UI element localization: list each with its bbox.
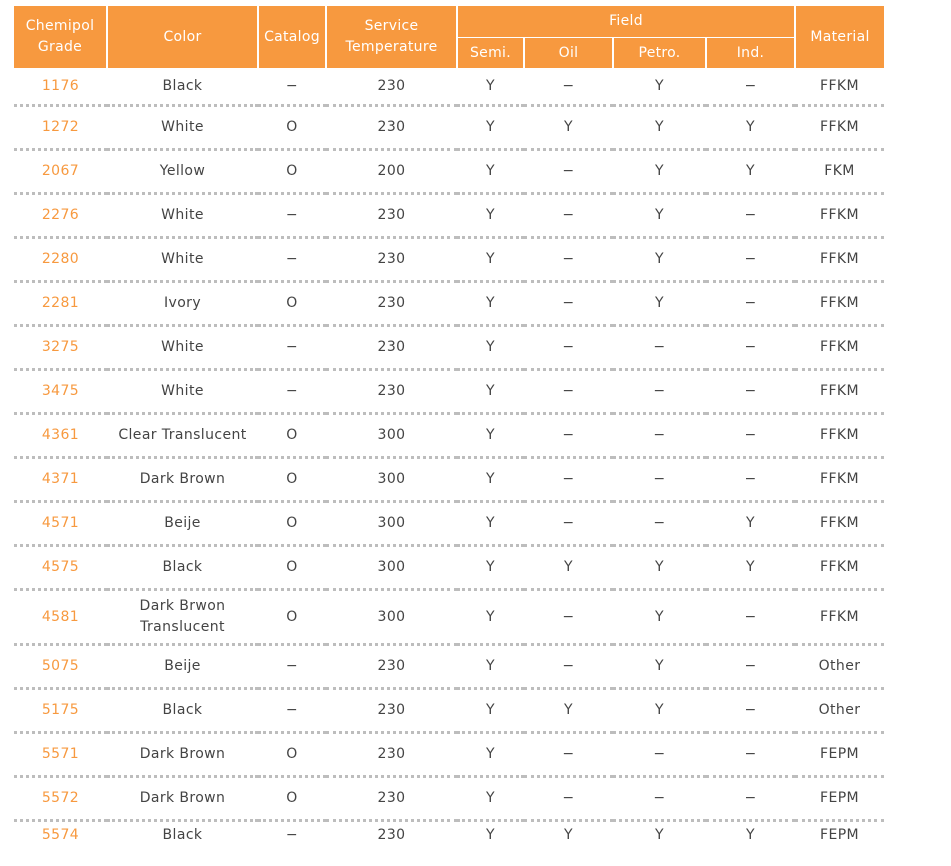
cell-grade: 5572 bbox=[14, 777, 107, 821]
cell-ind: − bbox=[706, 282, 795, 326]
cell-semi: Y bbox=[457, 150, 524, 194]
cell-color: Black bbox=[107, 689, 258, 733]
cell-ind: − bbox=[706, 645, 795, 689]
table-row bbox=[14, 150, 884, 194]
table-row bbox=[14, 590, 884, 645]
cell-catalog: O bbox=[258, 590, 326, 645]
cell-petro: − bbox=[613, 326, 706, 370]
cell-grade: 2276 bbox=[14, 194, 107, 238]
cell-petro: Y bbox=[613, 194, 706, 238]
cell-oil: − bbox=[524, 458, 613, 502]
cell-material: FEPM bbox=[820, 827, 860, 843]
cell-petro: Y bbox=[613, 68, 706, 106]
cell-oil: − bbox=[524, 68, 613, 106]
header-ind: Ind. bbox=[706, 38, 795, 69]
cell-oil: − bbox=[524, 150, 613, 194]
cell-grade: 4361 bbox=[14, 414, 107, 458]
cell-material: FFKM bbox=[795, 414, 884, 458]
cell-grade: 2281 bbox=[14, 282, 107, 326]
cell-petro: − bbox=[613, 458, 706, 502]
cell-ind: Y bbox=[706, 106, 795, 150]
cell-ind: − bbox=[706, 458, 795, 502]
table-row bbox=[14, 282, 884, 326]
cell-ind: − bbox=[706, 370, 795, 414]
cell-catalog: − bbox=[258, 370, 326, 414]
cell-ind: − bbox=[706, 238, 795, 282]
cell-grade: 2280 bbox=[14, 238, 107, 282]
cell-petro: Y bbox=[613, 689, 706, 733]
cell-oil: Y bbox=[564, 827, 573, 843]
cell-catalog: O bbox=[258, 106, 326, 150]
cell-grade: 4575 bbox=[14, 546, 107, 590]
cell-oil: − bbox=[524, 733, 613, 777]
cell-grade: 5175 bbox=[14, 689, 107, 733]
cell-temp: 200 bbox=[326, 150, 457, 194]
cell-material: FFKM bbox=[795, 68, 884, 106]
cell-oil: Y bbox=[524, 106, 613, 150]
cell-catalog: O bbox=[258, 150, 326, 194]
cell-color: White bbox=[107, 326, 258, 370]
cell-semi: Y bbox=[457, 645, 524, 689]
cell-material: FFKM bbox=[795, 458, 884, 502]
cell-temp: 230 bbox=[326, 777, 457, 821]
cell-material: FEPM bbox=[795, 733, 884, 777]
cell-material: Other bbox=[795, 689, 884, 733]
table-row bbox=[14, 502, 884, 546]
table-row bbox=[14, 689, 884, 733]
cell-catalog: O bbox=[258, 546, 326, 590]
cell-temp: 300 bbox=[326, 590, 457, 645]
cell-oil: − bbox=[524, 414, 613, 458]
cell-material: FFKM bbox=[795, 590, 884, 645]
cell-oil: − bbox=[524, 645, 613, 689]
cell-semi: Y bbox=[457, 546, 524, 590]
cell-temp: 300 bbox=[326, 502, 457, 546]
cell-color: Clear Translucent bbox=[107, 414, 258, 458]
cell-temp: 230 bbox=[326, 326, 457, 370]
cell-catalog: O bbox=[258, 777, 326, 821]
header-material: Material bbox=[795, 6, 884, 68]
cell-temp: 300 bbox=[326, 458, 457, 502]
cell-temp: 300 bbox=[326, 414, 457, 458]
cell-color: White bbox=[107, 194, 258, 238]
cell-petro: − bbox=[613, 502, 706, 546]
cell-petro: Y bbox=[655, 827, 664, 843]
table-row bbox=[14, 414, 884, 458]
cell-grade: 5571 bbox=[14, 733, 107, 777]
cell-semi: Y bbox=[457, 414, 524, 458]
cell-color: Ivory bbox=[107, 282, 258, 326]
cell-oil: − bbox=[524, 326, 613, 370]
cell-temp: 300 bbox=[326, 546, 457, 590]
table-row bbox=[14, 645, 884, 689]
cell-oil: Y bbox=[524, 546, 613, 590]
cell-ind: Y bbox=[706, 150, 795, 194]
cell-catalog: O bbox=[258, 458, 326, 502]
cell-catalog: − bbox=[285, 827, 299, 843]
cell-temp: 230 bbox=[326, 68, 457, 106]
cell-semi: Y bbox=[457, 238, 524, 282]
cell-temp: 230 bbox=[377, 827, 406, 843]
cell-color: Dark Brown bbox=[107, 458, 258, 502]
cell-color: Beije bbox=[107, 645, 258, 689]
cell-petro: Y bbox=[613, 282, 706, 326]
header-petro: Petro. bbox=[613, 38, 706, 69]
cell-color: Dark Brwon Translucent bbox=[107, 590, 258, 645]
cell-grade: 1272 bbox=[14, 106, 107, 150]
cell-color: White bbox=[107, 238, 258, 282]
cell-color: Dark Brown bbox=[107, 777, 258, 821]
cell-material: FFKM bbox=[795, 106, 884, 150]
cell-ind: − bbox=[706, 689, 795, 733]
cell-catalog: − bbox=[258, 68, 326, 106]
cell-ind: Y bbox=[706, 546, 795, 590]
cell-grade: 1176 bbox=[14, 68, 107, 106]
cell-grade: 2067 bbox=[14, 150, 107, 194]
table-row bbox=[14, 370, 884, 414]
cell-grade: 5574 bbox=[41, 827, 80, 843]
cell-petro: Y bbox=[613, 645, 706, 689]
cell-ind: − bbox=[706, 68, 795, 106]
cell-grade: 5075 bbox=[14, 645, 107, 689]
cell-petro: − bbox=[613, 777, 706, 821]
table-row bbox=[14, 106, 884, 150]
cell-oil: − bbox=[524, 238, 613, 282]
cell-temp: 230 bbox=[326, 370, 457, 414]
cell-catalog: O bbox=[258, 502, 326, 546]
cell-material: FEPM bbox=[795, 777, 884, 821]
cell-petro: Y bbox=[613, 238, 706, 282]
cell-semi: Y bbox=[457, 106, 524, 150]
cell-ind: − bbox=[706, 777, 795, 821]
cell-temp: 230 bbox=[326, 282, 457, 326]
cell-grade: 3475 bbox=[14, 370, 107, 414]
cell-catalog: O bbox=[258, 282, 326, 326]
cell-semi: Y bbox=[457, 458, 524, 502]
cell-color: White bbox=[107, 370, 258, 414]
cell-material: FFKM bbox=[795, 282, 884, 326]
cell-ind: Y bbox=[746, 827, 755, 843]
header-service-temperature: Service Temperature bbox=[326, 6, 457, 68]
table-row bbox=[14, 546, 884, 590]
cell-oil: − bbox=[524, 777, 613, 821]
cell-ind: Y bbox=[706, 502, 795, 546]
header-grade: Chemipol Grade bbox=[14, 6, 107, 68]
cell-temp: 230 bbox=[326, 238, 457, 282]
cell-catalog: O bbox=[258, 414, 326, 458]
cell-catalog: − bbox=[258, 194, 326, 238]
grade-table bbox=[14, 6, 884, 846]
cell-petro: − bbox=[613, 414, 706, 458]
cell-material: FFKM bbox=[795, 238, 884, 282]
cell-semi: Y bbox=[457, 370, 524, 414]
cell-color: White bbox=[107, 106, 258, 150]
header-semi: Semi. bbox=[457, 38, 524, 69]
cell-ind: − bbox=[706, 414, 795, 458]
cell-ind: − bbox=[706, 590, 795, 645]
table-row bbox=[14, 326, 884, 370]
cell-catalog: − bbox=[258, 238, 326, 282]
cell-oil: − bbox=[524, 502, 613, 546]
table-row bbox=[14, 194, 884, 238]
cell-semi: Y bbox=[457, 590, 524, 645]
cell-ind: − bbox=[706, 326, 795, 370]
cell-color: Dark Brown bbox=[107, 733, 258, 777]
cell-oil: − bbox=[524, 590, 613, 645]
header-field: Field bbox=[457, 6, 795, 38]
table-row bbox=[14, 238, 884, 282]
cell-semi: Y bbox=[457, 689, 524, 733]
cell-grade: 4581 bbox=[14, 590, 107, 645]
cell-material: FKM bbox=[795, 150, 884, 194]
cell-temp: 230 bbox=[326, 733, 457, 777]
cell-oil: − bbox=[524, 194, 613, 238]
cell-semi: Y bbox=[457, 282, 524, 326]
cell-grade: 3275 bbox=[14, 326, 107, 370]
table-row bbox=[14, 777, 884, 821]
table-row bbox=[14, 458, 884, 502]
cell-color: Black bbox=[162, 827, 203, 843]
cell-temp: 230 bbox=[326, 689, 457, 733]
table-row bbox=[14, 733, 884, 777]
cell-color: Black bbox=[107, 546, 258, 590]
cell-oil: Y bbox=[524, 689, 613, 733]
cell-material: FFKM bbox=[795, 370, 884, 414]
header-color: Color bbox=[107, 6, 258, 68]
cell-petro: − bbox=[613, 733, 706, 777]
table-row bbox=[14, 68, 884, 106]
cell-petro: − bbox=[613, 370, 706, 414]
cell-semi: Y bbox=[486, 827, 495, 843]
header-oil: Oil bbox=[524, 38, 613, 69]
cell-color: Yellow bbox=[107, 150, 258, 194]
cell-catalog: − bbox=[258, 689, 326, 733]
cell-material: FFKM bbox=[795, 194, 884, 238]
cell-semi: Y bbox=[457, 777, 524, 821]
cell-petro: Y bbox=[613, 590, 706, 645]
cell-petro: Y bbox=[613, 150, 706, 194]
cell-semi: Y bbox=[457, 733, 524, 777]
cell-color: Beije bbox=[107, 502, 258, 546]
cell-grade: 4371 bbox=[14, 458, 107, 502]
cell-catalog: − bbox=[258, 326, 326, 370]
cell-semi: Y bbox=[457, 68, 524, 106]
header-catalog: Catalog bbox=[258, 6, 326, 68]
cell-ind: − bbox=[706, 733, 795, 777]
cell-material: Other bbox=[795, 645, 884, 689]
cell-semi: Y bbox=[457, 194, 524, 238]
cell-petro: Y bbox=[613, 106, 706, 150]
cell-catalog: O bbox=[258, 733, 326, 777]
cell-temp: 230 bbox=[326, 106, 457, 150]
cell-ind: − bbox=[706, 194, 795, 238]
cell-oil: − bbox=[524, 282, 613, 326]
cell-semi: Y bbox=[457, 502, 524, 546]
cell-material: FFKM bbox=[795, 326, 884, 370]
cell-material: FFKM bbox=[795, 502, 884, 546]
cell-material: FFKM bbox=[795, 546, 884, 590]
cell-color: Black bbox=[107, 68, 258, 106]
table-row bbox=[14, 821, 884, 847]
cell-petro: Y bbox=[613, 546, 706, 590]
cell-oil: − bbox=[524, 370, 613, 414]
cell-temp: 230 bbox=[326, 645, 457, 689]
cell-temp: 230 bbox=[326, 194, 457, 238]
cell-catalog: − bbox=[258, 645, 326, 689]
cell-semi: Y bbox=[457, 326, 524, 370]
cell-grade: 4571 bbox=[14, 502, 107, 546]
